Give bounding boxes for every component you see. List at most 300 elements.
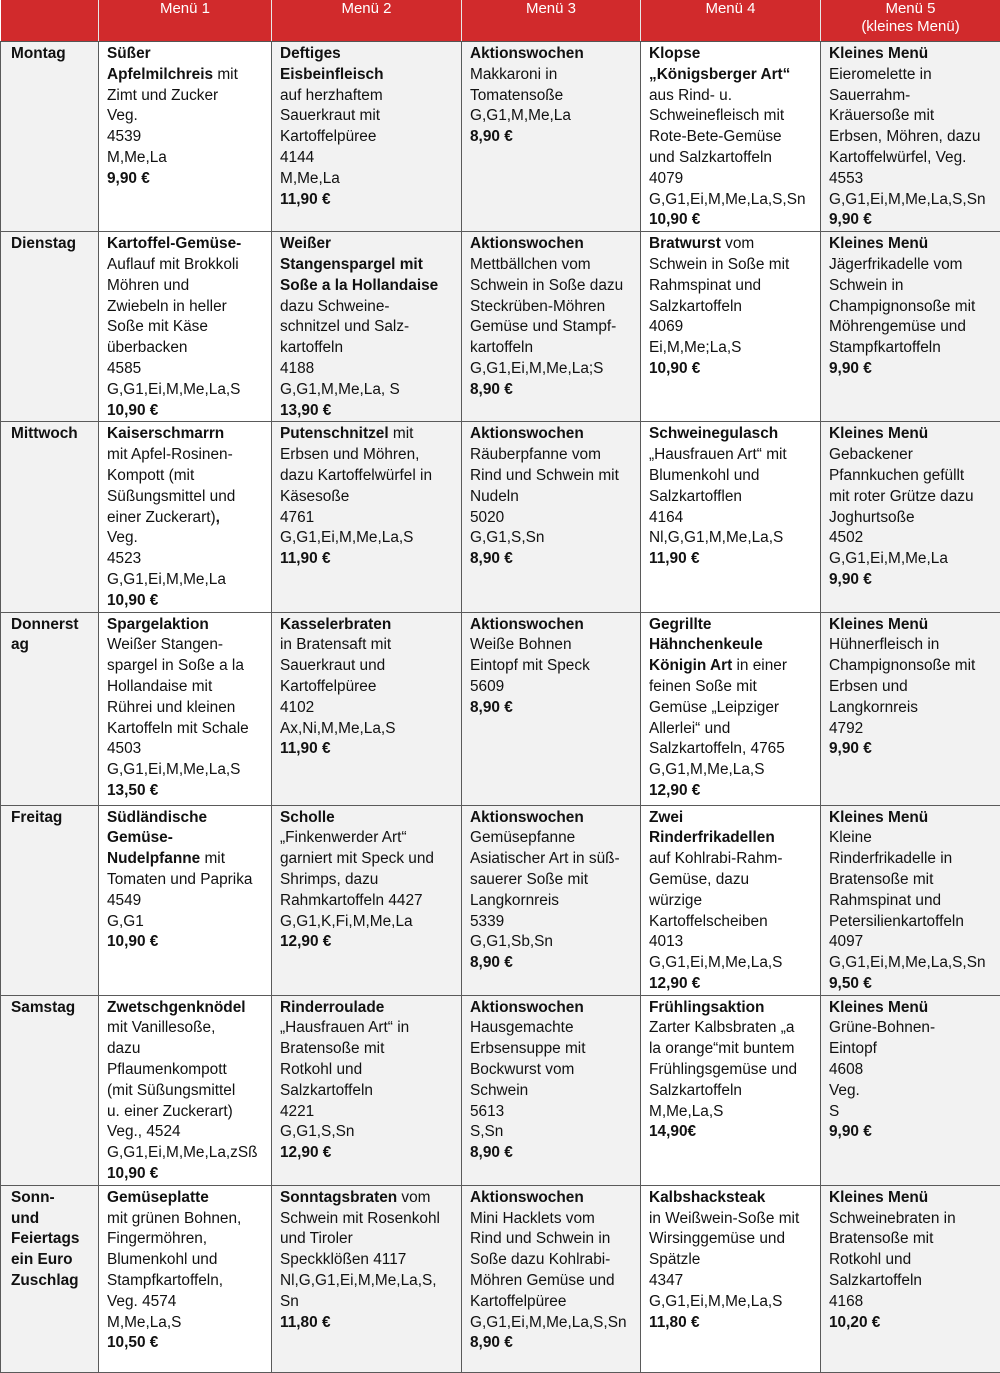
menu-text: Langkornreis — [470, 892, 559, 909]
menu-line — [107, 86, 263, 107]
menu-text-bold: Rinderfrikadellen — [649, 829, 775, 846]
menu-line — [107, 1039, 263, 1060]
menu-text: Sauerrahm- — [829, 87, 910, 104]
menu-line — [470, 677, 632, 698]
menu-line — [280, 635, 453, 656]
menu-line — [280, 998, 453, 1019]
menu-text: Salzkartofflen — [649, 488, 742, 505]
menu-text: Blumenkohl und — [649, 467, 759, 484]
menu-line — [470, 932, 632, 953]
menu-line — [829, 998, 992, 1019]
menu-text-bold: 9,90 € — [107, 170, 150, 187]
menu-line — [470, 870, 632, 891]
menu-text: Kräuersoße mit — [829, 107, 934, 124]
menu-text: M,Me,La,S — [649, 1103, 723, 1120]
menu-text: 4539 — [107, 128, 141, 145]
menu-text: Schwein in Soße mit — [649, 256, 789, 273]
menu-text: Veg. — [829, 1082, 860, 1099]
menu-line — [829, 808, 992, 829]
menu-text: Kartoffeln mit Schale — [107, 720, 249, 737]
menu-line — [280, 338, 453, 359]
menu-text: G,G1,Ei,M,Me,La,S,Sn — [649, 191, 806, 208]
menu-line — [470, 380, 632, 401]
menu-line — [829, 487, 992, 508]
menu-line — [280, 106, 453, 127]
menu-text: Allerlei“ und — [649, 720, 730, 737]
menu-text: G,G1,Ei,M,Me,La — [107, 571, 226, 588]
menu-text: Rotkohl und — [829, 1251, 911, 1268]
menu-text-bold: 13,50 € — [107, 782, 158, 799]
menu-cell — [821, 805, 1000, 995]
menu-line — [829, 1229, 992, 1250]
menu-text-bold: 8,90 € — [470, 699, 513, 716]
menu-text: la orange“mit buntem — [649, 1040, 794, 1057]
menu-cell — [821, 232, 1000, 422]
menu-text: Veg. 4574 — [107, 1293, 176, 1310]
header-menu-2 — [272, 0, 462, 42]
menu-line — [280, 1143, 453, 1164]
menu-text: 4523 — [107, 550, 141, 567]
menu-text: feinen Soße mit — [649, 678, 757, 695]
menu-text: Ax,Ni,M,Me,La,S — [280, 720, 395, 737]
menu-text-bold: 11,90 € — [280, 191, 331, 208]
day-label — [1, 232, 99, 422]
menu-text: Gemüse „Leipziger — [649, 699, 779, 716]
menu-line — [829, 86, 992, 107]
menu-line — [829, 1039, 992, 1060]
menu-text: Gemüsepfanne — [470, 829, 575, 846]
menu-text: Hollandaise mit — [107, 678, 212, 695]
day-label-line: Freitag — [11, 808, 94, 829]
menu-line — [107, 1143, 263, 1164]
menu-line — [280, 65, 453, 86]
menu-text-bold: Kleines Menü — [829, 235, 928, 252]
menu-cell — [99, 232, 272, 422]
menu-line — [649, 127, 812, 148]
header-label: Menü 1 — [99, 0, 271, 18]
menu-line — [649, 998, 812, 1019]
menu-text: 4102 — [280, 699, 314, 716]
menu-line — [107, 169, 263, 190]
menu-text-bold: 11,90 € — [280, 550, 331, 567]
day-row — [1, 612, 1000, 805]
menu-line — [649, 932, 812, 953]
menu-line — [107, 1292, 263, 1313]
menu-text: M,Me,La — [107, 149, 167, 166]
menu-line — [649, 234, 812, 255]
menu-cell — [641, 995, 821, 1185]
menu-line — [649, 148, 812, 169]
menu-text: 5613 — [470, 1103, 504, 1120]
header-label: Menü 2 — [272, 0, 461, 18]
day-label — [1, 995, 99, 1185]
menu-line — [649, 65, 812, 86]
menu-line — [649, 1250, 812, 1271]
menu-line — [649, 635, 812, 656]
day-label-line: Donnerst — [11, 615, 94, 636]
menu-text-bold: Kleines Menü — [829, 616, 928, 633]
menu-text: auf Kohlrabi-Rahm- — [649, 850, 782, 867]
menu-text: Wirsinggemüse und — [649, 1230, 785, 1247]
menu-line — [107, 932, 263, 953]
menu-text: Tomaten und Paprika — [107, 871, 252, 888]
menu-line — [649, 445, 812, 466]
menu-line — [280, 297, 453, 318]
menu-text: Soße mit Käse — [107, 318, 208, 335]
menu-line — [649, 549, 812, 570]
menu-text: Steckrüben-Möhren — [470, 298, 605, 315]
menu-text: dazu — [107, 1040, 140, 1057]
menu-line — [649, 1188, 812, 1209]
menu-line — [829, 317, 992, 338]
menu-line — [829, 1102, 992, 1123]
menu-text-bold: Schweinegulasch — [649, 425, 778, 442]
menu-text: 4069 — [649, 318, 683, 335]
menu-line — [470, 445, 632, 466]
menu-text-bold: Gemüseplatte — [107, 1189, 209, 1206]
menu-cell — [462, 805, 641, 995]
menu-line — [280, 1060, 453, 1081]
menu-text-bold: Nudelpfanne — [107, 850, 200, 867]
menu-line — [470, 891, 632, 912]
day-label — [1, 42, 99, 232]
menu-text: 4221 — [280, 1103, 314, 1120]
menu-text: Kartoffelscheiben — [649, 913, 768, 930]
menu-text: Ei,M,Me;La,S — [649, 339, 741, 356]
menu-text: in einer — [732, 657, 787, 674]
menu-line — [829, 338, 992, 359]
menu-line — [649, 1122, 812, 1143]
menu-text: Rind und Schwein mit — [470, 467, 619, 484]
menu-line — [649, 1313, 812, 1334]
menu-line — [280, 1313, 453, 1334]
menu-line — [280, 1209, 453, 1230]
menu-text: Schweinebraten in — [829, 1210, 956, 1227]
menu-text-bold: 9,90 € — [829, 571, 872, 588]
menu-text: kartoffeln — [280, 339, 343, 356]
menu-line — [280, 1188, 453, 1209]
menu-line — [649, 698, 812, 719]
menu-line — [107, 1164, 263, 1185]
menu-text-bold: 9,90 € — [829, 211, 872, 228]
menu-text: Pfannkuchen gefüllt — [829, 467, 964, 484]
menu-cell — [99, 1185, 272, 1372]
menu-text-bold: 12,90 € — [649, 782, 700, 799]
menu-text: Rahmspinat und — [829, 892, 941, 909]
menu-text: Gebackener — [829, 446, 913, 463]
day-label-line: Mittwoch — [11, 424, 94, 445]
menu-line — [280, 615, 453, 636]
menu-text: G,G1,M,Me,La — [470, 107, 571, 124]
menu-text: Kartoffelpüree — [280, 678, 376, 695]
menu-line — [280, 1229, 453, 1250]
menu-cell — [462, 995, 641, 1185]
day-label — [1, 805, 99, 995]
menu-text-bold: 11,80 € — [649, 1314, 700, 1331]
menu-line — [829, 677, 992, 698]
menu-line — [829, 65, 992, 86]
menu-text: Salzkartoffeln — [649, 298, 742, 315]
menu-text: G,G1,Ei,M,Me,La — [829, 550, 948, 567]
menu-text: 4164 — [649, 509, 683, 526]
menu-text-bold: 10,90 € — [649, 211, 700, 228]
menu-line — [829, 1018, 992, 1039]
menu-line — [470, 1333, 632, 1354]
menu-line — [107, 719, 263, 740]
menu-cell — [821, 1185, 1000, 1372]
menu-line — [829, 234, 992, 255]
menu-line — [829, 255, 992, 276]
menu-text: 4079 — [649, 170, 683, 187]
menu-cell — [641, 1185, 821, 1372]
menu-text-bold: 12,90 € — [280, 1144, 331, 1161]
menu-line — [649, 276, 812, 297]
menu-text: Bratensoße mit — [829, 871, 933, 888]
menu-text: 4013 — [649, 933, 683, 950]
menu-cell — [641, 42, 821, 232]
menu-line — [649, 297, 812, 318]
header-label: Menü 5 — [821, 0, 1000, 18]
menu-line — [107, 338, 263, 359]
menu-text-bold: Aktionswochen — [470, 45, 584, 62]
menu-text-bold: Kalbshacksteak — [649, 1189, 765, 1206]
menu-line — [280, 719, 453, 740]
menu-line — [470, 528, 632, 549]
menu-line — [107, 445, 263, 466]
menu-text-bold: Frühlingsaktion — [649, 999, 764, 1016]
menu-line — [280, 487, 453, 508]
menu-text: Eintopf — [829, 1040, 877, 1057]
menu-line — [829, 549, 992, 570]
menu-text: Mettbällchen vom — [470, 256, 591, 273]
menu-text-bold: 8,90 € — [470, 1334, 513, 1351]
menu-line — [280, 698, 453, 719]
menu-text: „Hausfrauen Art“ in — [280, 1019, 409, 1036]
day-row — [1, 1185, 1000, 1372]
menu-line — [649, 1081, 812, 1102]
menu-line — [107, 424, 263, 445]
menu-line — [107, 1188, 263, 1209]
menu-text: auf herzhaftem — [280, 87, 383, 104]
menu-cell — [641, 612, 821, 805]
menu-text: 4761 — [280, 509, 314, 526]
menu-text-bold: Kleines Menü — [829, 1189, 928, 1206]
menu-cell — [272, 995, 462, 1185]
menu-line — [829, 615, 992, 636]
menu-line — [107, 570, 263, 591]
menu-line — [829, 148, 992, 169]
menu-text-bold: 14,90€ — [649, 1123, 696, 1140]
menu-line — [649, 255, 812, 276]
menu-line — [280, 1081, 453, 1102]
menu-line — [280, 445, 453, 466]
menu-text: Eieromelette in — [829, 66, 932, 83]
menu-cell — [821, 42, 1000, 232]
menu-cell — [272, 232, 462, 422]
menu-text: Rahmspinat und — [649, 277, 761, 294]
menu-line — [280, 255, 453, 276]
menu-line — [470, 1039, 632, 1060]
menu-line — [470, 1313, 632, 1334]
menu-text: Nudeln — [470, 488, 519, 505]
menu-text: Sauerkraut und — [280, 657, 385, 674]
menu-text: Mini Hacklets vom — [470, 1210, 595, 1227]
menu-line — [649, 86, 812, 107]
menu-text: 5020 — [470, 509, 504, 526]
menu-line — [280, 828, 453, 849]
menu-text: G,G1,Ei,M,Me,La,S — [649, 1293, 782, 1310]
menu-text-bold: 10,50 € — [107, 1334, 158, 1351]
menu-line — [470, 508, 632, 529]
menu-line — [649, 953, 812, 974]
menu-line — [829, 466, 992, 487]
menu-text-bold: 8,90 € — [470, 954, 513, 971]
menu-line — [470, 359, 632, 380]
menu-text: Bratensoße mit — [280, 1040, 384, 1057]
menu-line — [649, 781, 812, 802]
menu-line — [280, 401, 453, 422]
menu-line — [649, 739, 812, 760]
header-label: Menü 3 — [462, 0, 640, 18]
menu-line — [829, 1081, 992, 1102]
menu-text-bold: 11,90 € — [649, 550, 700, 567]
menu-text: G,G1,Ei,M,Me,La,S — [107, 761, 240, 778]
menu-text: Rotkohl und — [280, 1061, 362, 1078]
menu-line — [649, 528, 812, 549]
menu-line — [829, 1250, 992, 1271]
menu-line — [280, 86, 453, 107]
menu-line — [107, 276, 263, 297]
menu-line — [829, 828, 992, 849]
menu-line — [107, 466, 263, 487]
menu-text-bold: Kleines Menü — [829, 809, 928, 826]
menu-line — [280, 508, 453, 529]
menu-line — [470, 1209, 632, 1230]
menu-text: Erbsensuppe mit — [470, 1040, 586, 1057]
menu-line — [649, 974, 812, 995]
menu-line — [649, 1229, 812, 1250]
menu-line — [829, 210, 992, 231]
menu-text-bold: 11,80 € — [280, 1314, 331, 1331]
menu-line — [280, 1039, 453, 1060]
menu-text: mit roter Grütze dazu — [829, 488, 974, 505]
menu-text-bold: Aktionswochen — [470, 809, 584, 826]
menu-body — [1, 42, 1000, 1373]
menu-line — [649, 849, 812, 870]
menu-text: G,G1,Ei,M,Me,La,zSß — [107, 1144, 258, 1161]
menu-line — [280, 849, 453, 870]
menu-text: Blumenkohl und — [107, 1251, 217, 1268]
menu-line — [649, 1102, 812, 1123]
menu-line — [470, 953, 632, 974]
menu-line — [470, 338, 632, 359]
menu-line — [280, 739, 453, 760]
menu-text-bold: Bratwurst — [649, 235, 721, 252]
menu-line — [470, 127, 632, 148]
menu-text: Rührei und kleinen — [107, 699, 235, 716]
menu-line — [649, 190, 812, 211]
menu-text-bold: 8,90 € — [470, 128, 513, 145]
menu-line — [107, 615, 263, 636]
menu-text: 4503 — [107, 740, 141, 757]
menu-text: G,G1,Ei,M,Me,La,S,Sn — [470, 1314, 627, 1331]
menu-text: vom — [397, 1189, 430, 1206]
menu-text: Räuberpfanne vom — [470, 446, 601, 463]
menu-line — [107, 1102, 263, 1123]
menu-text: Sauerkraut mit — [280, 107, 380, 124]
menu-line — [829, 190, 992, 211]
menu-line — [107, 127, 263, 148]
menu-text: Kartoffelpüree — [470, 1293, 566, 1310]
menu-text-bold: 9,90 € — [829, 1123, 872, 1140]
menu-line — [107, 234, 263, 255]
menu-line — [107, 106, 263, 127]
menu-text: in Bratensaft mit — [280, 636, 391, 653]
header-label: (kleines Menü) — [821, 18, 1000, 36]
menu-text: Schweinefleisch mit — [649, 107, 784, 124]
menu-line — [280, 656, 453, 677]
menu-line — [649, 508, 812, 529]
menu-cell — [99, 612, 272, 805]
menu-text: aus Rind- u. — [649, 87, 732, 104]
menu-text-bold: 8,90 € — [470, 381, 513, 398]
menu-text: Weißer Stangen- — [107, 636, 223, 653]
menu-line — [649, 1060, 812, 1081]
menu-text: Salzkartoffeln — [649, 1082, 742, 1099]
menu-line — [107, 828, 263, 849]
menu-text: 4608 — [829, 1061, 863, 1078]
menu-text: Auflauf mit Brokkoli — [107, 256, 239, 273]
menu-line — [107, 849, 263, 870]
menu-line — [280, 528, 453, 549]
menu-text-bold: Rinderroulade — [280, 999, 384, 1016]
menu-line — [107, 508, 263, 529]
menu-text-bold: Kaiserschmarrn — [107, 425, 224, 442]
menu-cell — [99, 995, 272, 1185]
day-label — [1, 422, 99, 612]
menu-line — [107, 808, 263, 829]
menu-line — [470, 1292, 632, 1313]
menu-line — [470, 276, 632, 297]
menu-text: Rinderfrikadelle in — [829, 850, 952, 867]
menu-text: Veg., 4524 — [107, 1123, 181, 1140]
menu-line — [470, 1018, 632, 1039]
menu-text-bold: Scholle — [280, 809, 335, 826]
menu-line — [107, 359, 263, 380]
menu-line — [280, 1122, 453, 1143]
menu-line — [280, 891, 453, 912]
menu-line — [470, 635, 632, 656]
menu-line — [280, 1292, 453, 1313]
menu-text: Gemüse, dazu — [649, 871, 749, 888]
menu-line — [649, 487, 812, 508]
menu-cell — [272, 612, 462, 805]
menu-line — [829, 106, 992, 127]
menu-text: Champignonsoße mit — [829, 298, 975, 315]
day-row — [1, 805, 1000, 995]
menu-line — [280, 148, 453, 169]
menu-line — [829, 276, 992, 297]
menu-cell — [272, 42, 462, 232]
menu-text: G,G1,K,Fi,M,Me,La — [280, 913, 413, 930]
menu-line — [107, 401, 263, 422]
menu-text-bold: Soße a la Hollandaise — [280, 277, 438, 294]
menu-cell — [99, 42, 272, 232]
menu-text-bold: 10,90 € — [107, 1165, 158, 1182]
menu-line — [107, 1018, 263, 1039]
menu-text: 5609 — [470, 678, 504, 695]
menu-text: Schwein mit Rosenkohl — [280, 1210, 440, 1227]
